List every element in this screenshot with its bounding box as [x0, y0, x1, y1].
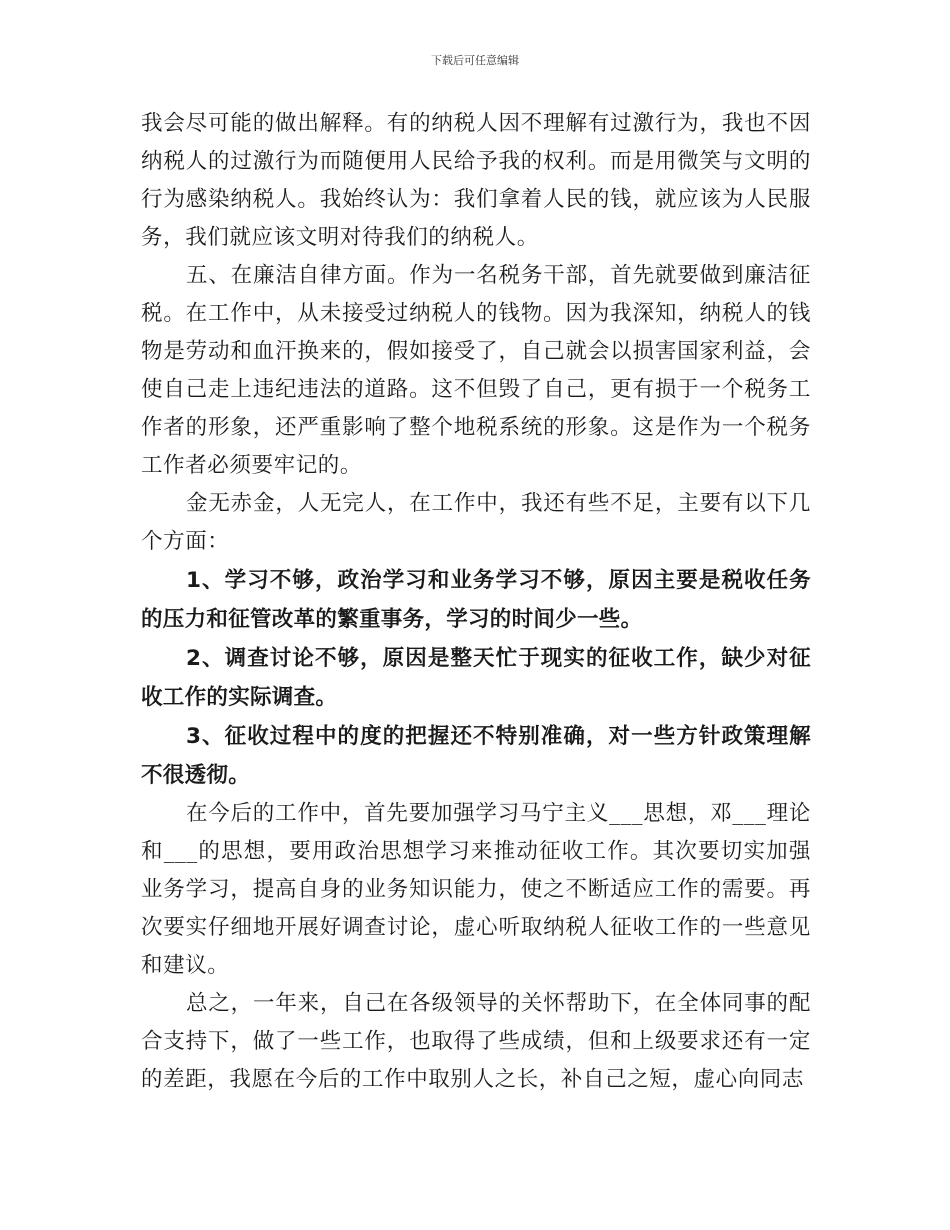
paragraph-continuation: 我会尽可能的做出解释。有的纳税人因不理解有过激行为，我也不因纳税人的过激行为而随便用人民给予我的权利。而是用微笑与文明的行为感染纳税人。我始终认为：我们拿着人民的钱，就应该为人民服务，我们就应该文明对待我们的纳税人。: [141, 111, 811, 250]
paragraph-summary: 总之，一年来，自己在各级领导的关怀帮助下，在全体同事的配合支持下，做了一些工作，也取得了些成绩，但和上级要求还有一定的差距，我愿在今后的工作中取别人之长，补自己之短，虚心向同志: [141, 991, 811, 1092]
paragraph-shortcomings-intro: 金无赤金，人无完人，在工作中，我还有些不足，主要有以下几个方面：: [141, 491, 811, 554]
paragraph-future-plan: 在今后的工作中，首先要加强学习马宁主义___思想，邓___理论和___的思想，要用政治思想学习来推动征收工作。其次要切实加强业务学习，提高自身的业务知识能力，使之不断适应工作的需要。再次要实仔细地开展好调查讨论，虚心听取纳税人征收工作的一些意见和建议。: [141, 801, 811, 978]
page-header-note: 下载后可任意编辑: [431, 54, 519, 67]
paragraph-shortcoming-1: 1、学习不够，政治学习和业务学习不够，原因主要是税收任务的压力和征管改革的繁重事务，学习的时间少一些。: [141, 568, 811, 632]
paragraph-shortcoming-3: 3、征收过程中的度的把握还不特别准确，对一些方针政策理解不很透彻。: [141, 724, 811, 788]
paragraph-shortcoming-2: 2、调查讨论不够，原因是整天忙于现实的征收工作，缺少对征收工作的实际调查。: [141, 646, 811, 710]
document-body: [141, 105, 811, 1099]
paragraph-integrity: 五、在廉洁自律方面。作为一名税务干部，首先就要做到廉洁征税。在工作中，从未接受过纳税人的钱物。因为我深知，纳税人的钱物是劳动和血汗换来的，假如接受了，自己就会以损害国家利益，会使自己走上违纪违法的道路。这不但毁了自己，更有损于一个税务工作者的形象，还严重影响了整个地税系统的形象。这是作为一个税务工作者必须要牢记的。: [141, 263, 811, 478]
